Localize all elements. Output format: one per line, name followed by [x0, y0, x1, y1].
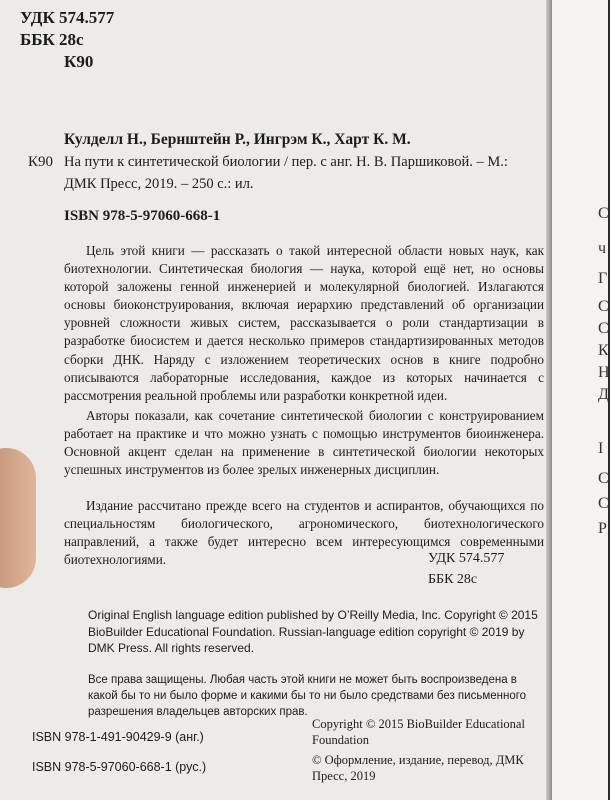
- facing-fragment: ч: [598, 240, 607, 257]
- facing-fragment: Р: [598, 520, 607, 537]
- abstract-text-1: Цель этой книги — рассказать о такой интересной области новых наук, как биотехнологии. Синтетическая биология — наука, которой ещё нет, но основы которой заложены генной инженерией и молекулярной биологией. Излагаются основы биоконструирования, включая иерархию представлений об организации уровней сложности живых систем, рассказывается о роли стандартизации в разработке биосистем и дается несколько примеров стандартизированных методов сборки ДНК. Наряду с изложением теоретических основ в книге подробно описываются лабораторные исследования, каждое из которых начинается с рассмотрения реальной проблемы или разработки конкретной идеи.: [64, 243, 544, 403]
- abstract-paragraph-2: [64, 407, 544, 479]
- facing-fragment: Н: [598, 364, 610, 381]
- abstract-paragraph-1: [64, 242, 544, 405]
- copyright-line-1: Copyright © 2015 BioBuilder Educational Foundation: [312, 717, 525, 747]
- catalog-publisher-line: ДМК Пресс, 2019. – 250 с.: ил.: [64, 176, 254, 192]
- bbk-code-top: ББК 28с: [20, 30, 84, 49]
- abstract-text-2: Авторы показали, как сочетание синтетической биологии с конструированием работает на практике и что можно узнать с помощью инструментов биоинженера. Основной акцент сделан на применение в синтетической биологии некоторых успешных инструментов из более зрелых инженерных дисциплин.: [64, 408, 544, 478]
- facing-fragment: Г: [598, 270, 608, 287]
- facing-fragment: Д: [598, 386, 609, 403]
- facing-fragment: С: [598, 470, 609, 487]
- facing-fragment: С: [598, 320, 609, 337]
- facing-fragment: С: [598, 495, 609, 512]
- facing-page: [552, 0, 608, 800]
- thumb: [0, 448, 36, 588]
- isbn-main: ISBN 978-5-97060-668-1: [64, 208, 221, 224]
- isbn-russian: ISBN 978-5-97060-668-1 (рус.): [32, 760, 207, 774]
- rights-notice: [88, 672, 546, 720]
- facing-fragment: С: [598, 298, 609, 315]
- copyright-block: [312, 716, 548, 788]
- copyright-line-2: © Оформление, издание, перевод, ДМК Пресс, 2019: [312, 753, 524, 783]
- isbn-english: ISBN 978-1-491-90429-9 (анг.): [32, 730, 204, 744]
- catalog-title-line: На пути к синтетической биологии / пер. с анг. Н. В. Паршиковой. – М.:: [64, 154, 508, 170]
- catalog-author-mark: К90: [28, 154, 54, 170]
- english-edition-notice: [88, 607, 546, 657]
- facing-fragment: К: [598, 342, 609, 359]
- facing-fragment: С: [598, 205, 609, 222]
- catalog-authors: Кулделл Н., Бернштейн Р., Ингрэм К., Харт К. М.: [64, 131, 411, 148]
- udk-code-bottom: УДК 574.577: [428, 551, 505, 566]
- udk-code-top: УДК 574.577: [20, 8, 115, 27]
- author-mark-top: К90: [64, 52, 94, 71]
- english-edition-text: Original English language edition published by O’Reilly Media, Inc. Copyright © 2015 BioBuilder Educational Foundation. Russian-language edition copyright © 2019 by DMK Press. All rights reserved.: [88, 608, 538, 655]
- abstract-text-3: Издание рассчитано прежде всего на студентов и аспирантов, обучающихся по специальностям биологического, агрономического, биотехнологического направлений, а также будет интересно всем интересующимся современными биотехнологиями.: [64, 498, 544, 568]
- facing-fragment: I: [598, 440, 604, 457]
- rights-notice-text: Все права защищены. Любая часть этой книги не может быть воспроизведена в какой бы то ни было форме и какими бы то ни было средствами без письменного разрешения владельцев авторских прав.: [88, 674, 527, 718]
- bbk-code-bottom: ББК 28с: [428, 572, 478, 587]
